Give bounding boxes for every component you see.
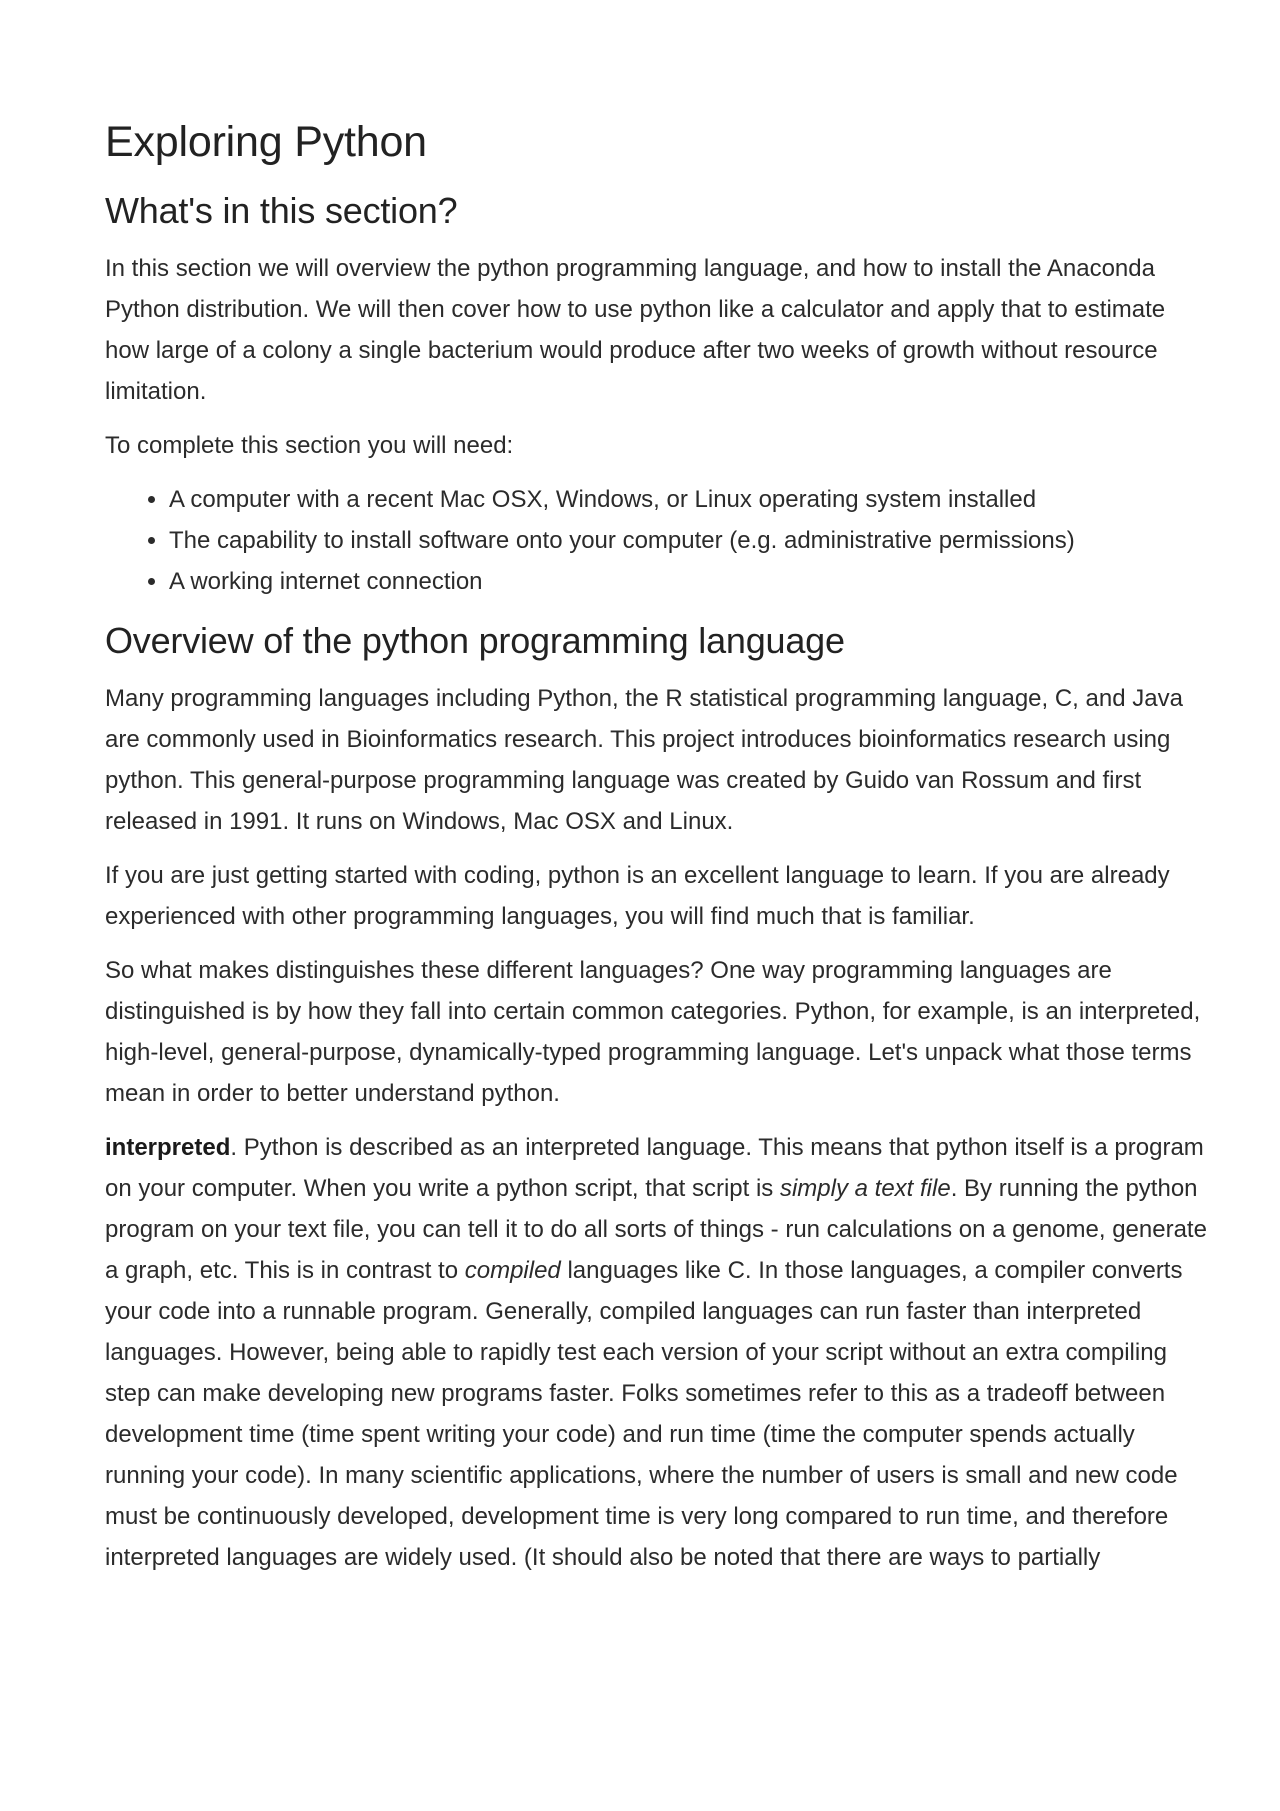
section-intro-paragraph: In this section we will overview the python programming language, and how to install the Anaconda Python distribution. We will then cover how to use python like a calculator and apply that to estimate how large of a colony a single bacterium would produce after two weeks of growth without resource limitation. <box>105 255 1166 405</box>
overview-paragraph-2: If you are just getting started with coding, python is an excellent language to learn. If you are already experienced with other programming languages, you will find much that is familiar. <box>105 862 1170 930</box>
interpreted-text-1: . Python is described as an interpreted language. This means that python itself is a program on your computer. When you write a python script, that script is <box>105 1134 1204 1202</box>
list-item: • The capability to install software onto your computer (e.g. administrative permissions) <box>169 520 1210 561</box>
section-heading-overview: Overview of the python programming language <box>105 620 845 661</box>
emphasis-text-file: simply a text file <box>779 1175 951 1202</box>
list-item: • A working internet connection <box>169 561 1210 602</box>
interpreted-text-3: languages like C. In those languages, a compiler converts your code into a runnable program. Generally, compiled languages can run faster than interpreted languages. However, being able to rapidly test each version of your script without an extra compiling step can make developing new programs faster. Folks sometimes refer to this as a tradeoff between development time (time spent writing your code) and run time (time the computer spends actually running your code). In many scientific applications, where the number of users is small and new code must be continuously developed, development time is very long compared to run time, and therefore interpreted languages are widely used. (It should also be noted that there are ways to partially <box>105 1257 1183 1571</box>
page-title: Exploring Python <box>105 118 427 166</box>
interpreted-text-2: . By running the python program on your text file, you can tell it to do all sorts of things - run calculations on a genome, generate a graph, etc. This is in contrast to <box>105 1175 1207 1284</box>
interpreted-paragraph <box>105 1127 1210 1578</box>
overview-paragraph-3: So what makes distinguishes these different languages? One way programming languages are distinguished is by how they fall into certain common categories. Python, for example, is an interpreted, high-level, general-purpose, dynamically-typed programming language. Let's unpack what those terms mean in order to better understand python. <box>105 957 1201 1107</box>
list-item: • A computer with a recent Mac OSX, Windows, or Linux operating system installed <box>169 479 1210 520</box>
requirements-label: To complete this section you will need: <box>105 432 514 459</box>
section-heading-whats-in-section: What's in this section? <box>105 190 458 231</box>
requirements-list <box>105 479 1210 602</box>
interpreted-term: interpreted <box>105 1134 231 1161</box>
emphasis-compiled: compiled <box>464 1257 561 1284</box>
overview-paragraph-1: Many programming languages including Python, the R statistical programming language, C, and Java are commonly used in Bioinformatics research. This project introduces bioinformatics research using python. This general-purpose programming language was created by Guido van Rossum and first released in 1991. It runs on Windows, Mac OSX and Linux. <box>105 685 1183 835</box>
